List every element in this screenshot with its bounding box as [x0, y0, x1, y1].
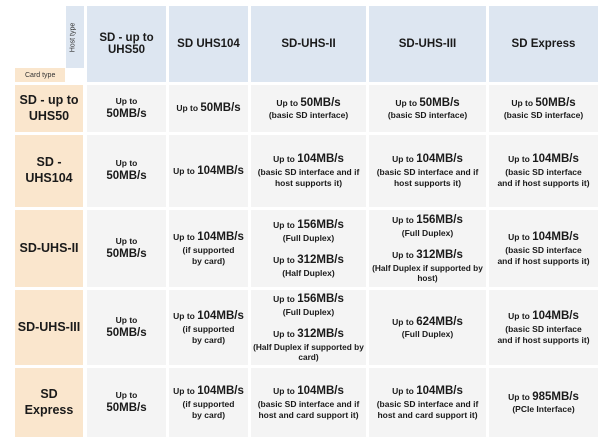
table-cell [369, 135, 486, 207]
cell-text: Up to 104MB/s [392, 384, 463, 397]
row-header [15, 368, 83, 437]
cell-text: Up to 104MB/s [273, 153, 344, 166]
cell-text: (PCIe Interface) [512, 404, 575, 415]
cell-text: Up to 50MB/s [511, 96, 576, 109]
row-header-text: SD-UHS-II [19, 240, 79, 255]
column-header [169, 6, 248, 82]
cell-text: Up to [115, 235, 138, 246]
table-cell [489, 368, 598, 437]
table-cell [169, 368, 248, 437]
cell-text: by card) [191, 255, 226, 266]
host-type-label: Host type [69, 22, 77, 52]
cell-text: Up to 104MB/s [273, 384, 344, 397]
cell-text: Up to 312MB/s [273, 327, 344, 340]
table-cell [169, 85, 248, 132]
table-cell [251, 290, 366, 365]
column-header-text: SD-UHS-III [398, 38, 457, 50]
row-header-text: UHS50 [28, 108, 70, 123]
cell-text: 50MB/s [106, 401, 147, 414]
cell-text: by card) [191, 409, 226, 420]
row-header-text: SD Express [24, 386, 74, 417]
cell-text: (Full Duplex) [282, 306, 335, 317]
table-cell [169, 210, 248, 287]
cell-text: Up to [115, 314, 138, 325]
column-header-text: SD - up to [99, 32, 154, 44]
card-type-label: Card type [15, 68, 65, 82]
cell-text: (Half Duplex if supported by host) [372, 262, 483, 284]
column-header [489, 6, 598, 82]
cell-text: (Full Duplex) [401, 227, 454, 238]
cell-text: (basic SD interface) [268, 110, 349, 121]
cell-text: (basic SD interface [505, 167, 582, 178]
row-header-text: SD - UHS104 [25, 155, 73, 185]
cell-text: (basic SD interface and if [257, 398, 360, 409]
cell-text: 50MB/s [106, 107, 147, 120]
cell-text: (basic SD interface) [387, 110, 468, 121]
column-header-text: SD UHS104 [177, 38, 240, 50]
column-header-text: UHS50 [107, 44, 146, 56]
table-cell [251, 368, 366, 437]
cell-text: Up to 985MB/s [508, 390, 579, 403]
table-cell [489, 210, 598, 287]
cell-text: host supports it) [393, 178, 462, 189]
cell-text: (basic SD interface) [503, 110, 584, 121]
table-cell [169, 290, 248, 365]
table-cell [489, 85, 598, 132]
row-header [15, 290, 83, 365]
cell-text: (Half Duplex if supported by card) [253, 341, 364, 363]
cell-text: Up to 312MB/s [273, 254, 344, 266]
table-cell [369, 368, 486, 437]
cell-text: Up to [115, 158, 138, 168]
table-cell [87, 290, 166, 365]
column-header [369, 6, 486, 82]
cell-text: (Full Duplex) [401, 329, 454, 340]
cell-text: host and card support it) [258, 409, 359, 420]
cell-text: Up to 50MB/s [276, 96, 341, 109]
cell-text: Up to 156MB/s [273, 219, 344, 232]
row-header [15, 210, 83, 287]
table-cell [169, 135, 248, 207]
cell-text: (if supported [182, 323, 235, 334]
cell-text: Up to 50MB/s [395, 96, 460, 109]
cell-text: Up to [115, 95, 138, 106]
table-cell [251, 210, 366, 287]
cell-text: (basic SD interface and if [257, 167, 360, 178]
cell-text: Up to 156MB/s [273, 292, 344, 305]
row-header [15, 135, 83, 207]
table-cell [369, 290, 486, 365]
column-header-text: SD Express [511, 38, 576, 50]
cell-text: Up to [115, 389, 138, 400]
row-header-text: SD-UHS-III [17, 319, 81, 334]
table-cell [489, 135, 598, 207]
cell-text: (if supported [182, 398, 235, 409]
cell-text: 50MB/s [106, 247, 147, 260]
cell-text: host supports it) [274, 178, 343, 189]
table-cell [251, 85, 366, 132]
cell-text: (basic SD interface [505, 323, 582, 334]
column-header [251, 6, 366, 82]
cell-text: 50MB/s [106, 170, 147, 183]
cell-text: (Full Duplex) [282, 232, 335, 243]
table-cell [87, 85, 166, 132]
cell-text: Up to 104MB/s [508, 153, 579, 166]
table-cell [369, 85, 486, 132]
cell-text: and if host supports it) [497, 178, 590, 189]
cell-text: Up to 624MB/s [392, 315, 463, 328]
cell-text: host and card support it) [377, 409, 478, 420]
table-cell [251, 135, 366, 207]
cell-text: (basic SD interface and if [376, 167, 479, 178]
cell-text: Up to 104MB/s [173, 384, 244, 397]
cell-text: (if supported [182, 244, 235, 255]
cell-text: Up to 104MB/s [392, 153, 463, 166]
cell-text: Up to 104MB/s [173, 309, 244, 322]
table-cell [87, 210, 166, 287]
cell-text: (basic SD interface [505, 244, 582, 255]
cell-text: Up to 156MB/s [392, 213, 463, 226]
row-header [15, 85, 83, 132]
cell-text: 50MB/s [106, 326, 147, 339]
row-header-text: SD - up to [19, 92, 79, 107]
cell-text: by card) [191, 334, 226, 345]
table-cell [489, 290, 598, 365]
cell-text: (Half Duplex) [282, 267, 335, 278]
cell-text: and if host supports it) [497, 255, 590, 266]
cell-text: (basic SD interface and if [376, 398, 479, 409]
cell-text: Up to 104MB/s [173, 230, 244, 243]
cell-text: Up to 50MB/s [176, 102, 241, 115]
cell-text: Up to 312MB/s [392, 248, 463, 261]
cell-text: Up to 104MB/s [173, 164, 244, 177]
table-cell [87, 135, 166, 207]
column-header-text: SD-UHS-II [281, 38, 336, 50]
table-cell [369, 210, 486, 287]
cell-text: Up to 104MB/s [508, 309, 579, 322]
cell-text: Up to 104MB/s [508, 230, 579, 243]
column-header [87, 6, 166, 82]
table-cell [87, 368, 166, 437]
cell-text: and if host supports it) [497, 334, 590, 345]
